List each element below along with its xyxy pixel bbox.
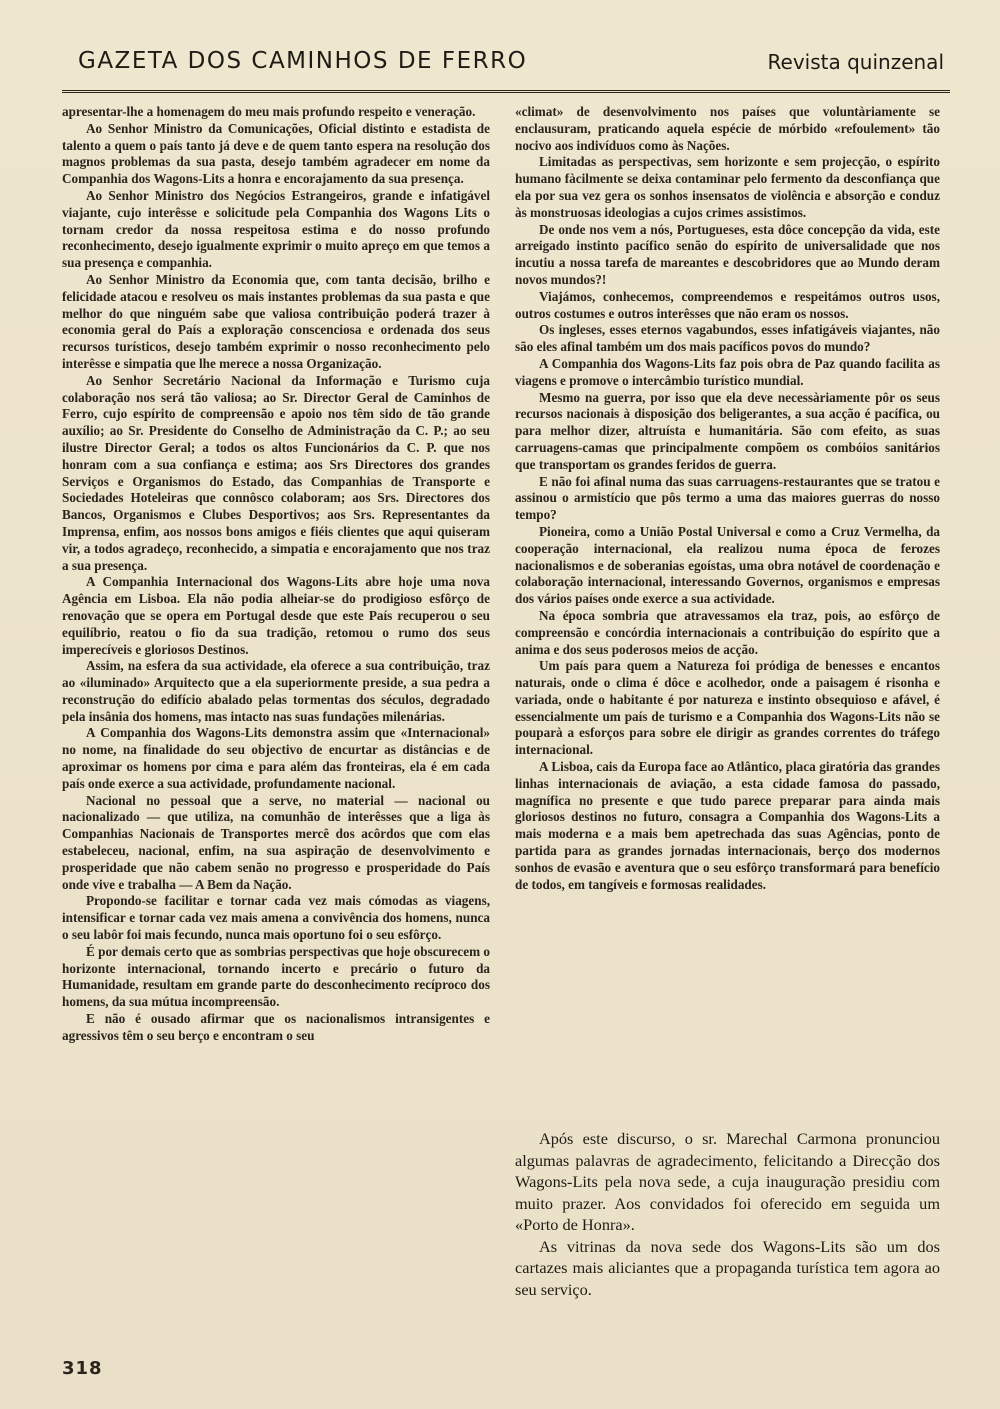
paragraph: Ao Senhor Ministro dos Negócios Estrangeiros, grande e infatigável viajante, cujo interêsse e solicitude pela Companhia dos Wagons Lits o tornam credor da nossa respeitosa estima e do nosso profundo reconhecimento, desejo igualmente exprimir o muito apreço em que temos a sua presença e companhia. — [62, 187, 490, 271]
paragraph: E não é ousado afirmar que os nacionalismos intransigentes e agressivos têm o seu berço e encontram o seu — [62, 1011, 490, 1043]
paragraph: Assim, na esfera da sua actividade, ela oferece a sua contribuição, traz ao «iluminado» Arquitecto que a ela superiormente preside, a sua pedra a reconstrução do edifício abalado pelas tormentas dos séculos, degradado pela insânia dos homens, mas intacto nas suas fundações milenárias. — [62, 658, 490, 724]
paragraph: Viajámos, conhecemos, compreendemos e respeitámos outros usos, outros costumes e outros interêsses que não eram os nossos. — [515, 288, 940, 321]
paragraph: A Companhia dos Wagons-Lits faz pois obra de Paz quando facilita as viagens e promove o intercâmbio turístico mundial. — [515, 355, 940, 388]
paragraph: A Lisboa, cais da Europa face ao Atlântico, placa giratória das grandes linhas internacionais de aviação, a esta cidade famosa do passado, magnífica no presente e que tudo parece preparar para ainda mais gloriosos destinos no futuro, consagra a Companhia dos Wagons-Lits a mais moderna e a mais bem apetrechada das suas Agências, ponto de partida para as grandes jornadas internacionais, berço dos modernos sonhos de evasão e aventura que o seu esfôrço transformará para benefício de todos, em tangíveis e formosas realidades. — [515, 759, 940, 892]
publication-subtitle: Revista quinzenal — [767, 50, 944, 74]
paragraph: Um país para quem a Natureza foi pródiga de benesses e encantos naturais, onde o clima é dôce e acolhedor, onde a paisagem é risonha e variada, onde o habitante é por natureza e instinto obsequioso e afável, é essencialmente um país de turismo e a Companhia dos Wagons-Lits não se pouparà a esforços para sobre ele dirigir as grandes correntes do tráfego internacional. — [515, 658, 940, 758]
paragraph: É por demais certo que as sombrias perspectivas que hoje obscurecem o horizonte internacional, tornando incerto e precário o futuro da Humanidade, resultam em grande parte do desconhecimento recíproco dos homens, da sua mútua incompreensão. — [62, 943, 490, 1010]
page-header — [78, 44, 944, 84]
paragraph: «climat» de desenvolvimento nos países que voluntàriamente se enclausuram, praticando aquela espécie de mórbido «refoulement» tão nocivo aos indivíduos como às Nações. — [515, 104, 940, 153]
paragraph: Ao Senhor Secretário Nacional da Informação e Turismo cuja colaboração nos será tão valiosa; ao Sr. Director Geral de Caminhos de Ferro, cujo espírito de compreensão e apoio nos têm sido de tão grande auxílio; ao Sr. Presidente do Conselho de Administração da C. P.; ao seu ilustre Director Geral; a todos os altos Funcionários da C. P. que nos honram com a sua confiança e estima; aos Srs Directores dos grandes Serviços e Organismos do Estado, das Companhias de Transporte e Sociedades Hoteleiras que connôsco colaboram; aos Srs. Directores dos Bancos, Organismos e Clubes Desportivos; aos Srs. Representantes da Imprensa, enfim, aos nossos bons amigos e fiéis clientes que aqui quiseram vir, a todos agradeço, reconhecido, a simpatia e encorajamento que nos traz a sua presença. — [62, 372, 490, 573]
paragraph: De onde nos vem a nós, Portugueses, esta dôce concepção da vida, este arreigado instinto pacífico senão do espírito de universalidade que nos incutiu a nossa tarefa de mareantes e descobridores que ao Mundo deram novos mundos?! — [515, 221, 940, 287]
paragraph: A Companhia Internacional dos Wagons-Lits abre hoje uma nova Agência em Lisboa. Ela não podia alheiar-se do prodigioso esfôrço de renovação que se opera em Portugal desde que este País recuperou o seu equilíbrio, reatou o fio da sua tradição, retomou o rumo dos seus imperecíveis e gloriosos Destinos. — [62, 574, 490, 657]
paragraph: apresentar-lhe a homenagem do meu mais profundo respeito e veneração. — [62, 104, 476, 119]
left-column — [62, 104, 490, 1045]
paragraph: E não foi afinal numa das suas carruagens-restaurantes que se tratou e assinou o armistício que pôs termo a uma das maiores guerras do nosso tempo? — [515, 473, 940, 523]
paragraph: Nacional no pessoal que a serve, no material — nacional ou nacionalizado — que utiliza, na comunhão de interêsses que a liga às Companhias Nacionais de Transportes mercê dos acôrdos que com elas estabeleceu, nacional, enfim, na sua aspiração de desenvolvimento e prosperidade que não cabem senão no progresso e prosperidade do País onde vive e trabalha — A Bem da Nação. — [62, 792, 490, 892]
header-rule — [62, 90, 950, 93]
paragraph: Propondo-se facilitar e tornar cada vez mais cómodas as viagens, intensificar e tornar cada vez mais amena a convivência dos homens, nunca o seu labôr foi mais fecundo, nunca mais oportuno foi o seu esfôrço. — [62, 893, 490, 943]
paragraph: Na época sombria que atravessamos ela traz, pois, ao esfôrço de compreensão e concórdia internacionais a contribuição do espírito que a anima e dos seus poderosos meios de acção. — [515, 607, 940, 657]
paragraph: Pioneira, como a União Postal Universal e como a Cruz Vermelha, da cooperação internacional, ela realizou numa época de ferozes nacionalismos e de soberanias egoístas, uma obra notável de coordenação e colaboração internacional, interessando Governos, organismos e empresas dos vários países onde exerce a sua actividade. — [515, 523, 940, 607]
paragraph: A Companhia dos Wagons-Lits demonstra assim que «Internacional» no nome, na finalidade do seu objectivo de encurtar as distâncias e de aproximar os homens por cima e para além das fronteiras, ela é em cada país onde exerce a sua actividade, profundamente nacional. — [62, 725, 490, 791]
closing-remarks — [515, 1128, 940, 1300]
paragraph: Ao Senhor Ministro da Economia que, com tanta decisão, brilho e felicidade atacou e resolveu os mais instantes problemas da sua pasta e que melhor do que ninguém sabe que valiosa contribuição poderá trazer à economia geral do País a exploração conscenciosa e ordenada dos seus recursos turísticos, desejo também exprimir o nosso reconhecimento pelo interêsse e simpatia que lhe merece a nossa Organização. — [62, 271, 490, 371]
paragraph: Ao Senhor Ministro da Comunicações, Oficial distinto e estadista de talento a quem o país tanto já deve e de quem tanto espera na resolução dos magnos problemas da sua pasta, desejo também agradecer em nome da Companhia dos Wagons-Lits a honra e encorajamento da sua presença. — [62, 120, 490, 187]
closing-paragraph: Após este discurso, o sr. Marechal Carmona pronunciou algumas palavras de agradecimento, felicitando a Direcção dos Wagons-Lits pela nova sede, a cuja inauguração presidiu com muito prazer. Aos convidados foi oferecido em seguida um «Porto de Honra». — [515, 1129, 940, 1234]
paragraph: Os ingleses, esses eternos vagabundos, esses infatigáveis viajantes, não são eles afinal também um dos mais pacíficos povos do mundo? — [515, 322, 940, 355]
paragraph: Mesmo na guerra, por isso que ela deve necessàriamente pôr os seus recursos nacionais à disposição dos beligerantes, a sua acção é pacífica, ou para melhor dizer, altruísta e humanitária. São com efeito, as suas carruagens-camas que principalmente compõem os combóios sanitários que transportam os grandes feridos de guerra. — [515, 389, 940, 472]
right-column — [515, 104, 940, 893]
paragraph: Limitadas as perspectivas, sem horizonte e sem projecção, o espírito humano fàcilmente se deixa contaminar pelo fermento da desconfiança que ela por sua vez gera os sonhos insensatos de violência e absorção e conduz às monstruosas ideologias a cujos crimes assistimos. — [515, 154, 940, 220]
closing-paragraph: As vitrinas da nova sede dos Wagons-Lits são um dos cartazes mais aliciantes que a propaganda turística tem agora ao seu serviço. — [515, 1236, 940, 1299]
page-number: 318 — [62, 1358, 103, 1379]
publication-title: GAZETA DOS CAMINHOS DE FERRO — [78, 48, 528, 74]
